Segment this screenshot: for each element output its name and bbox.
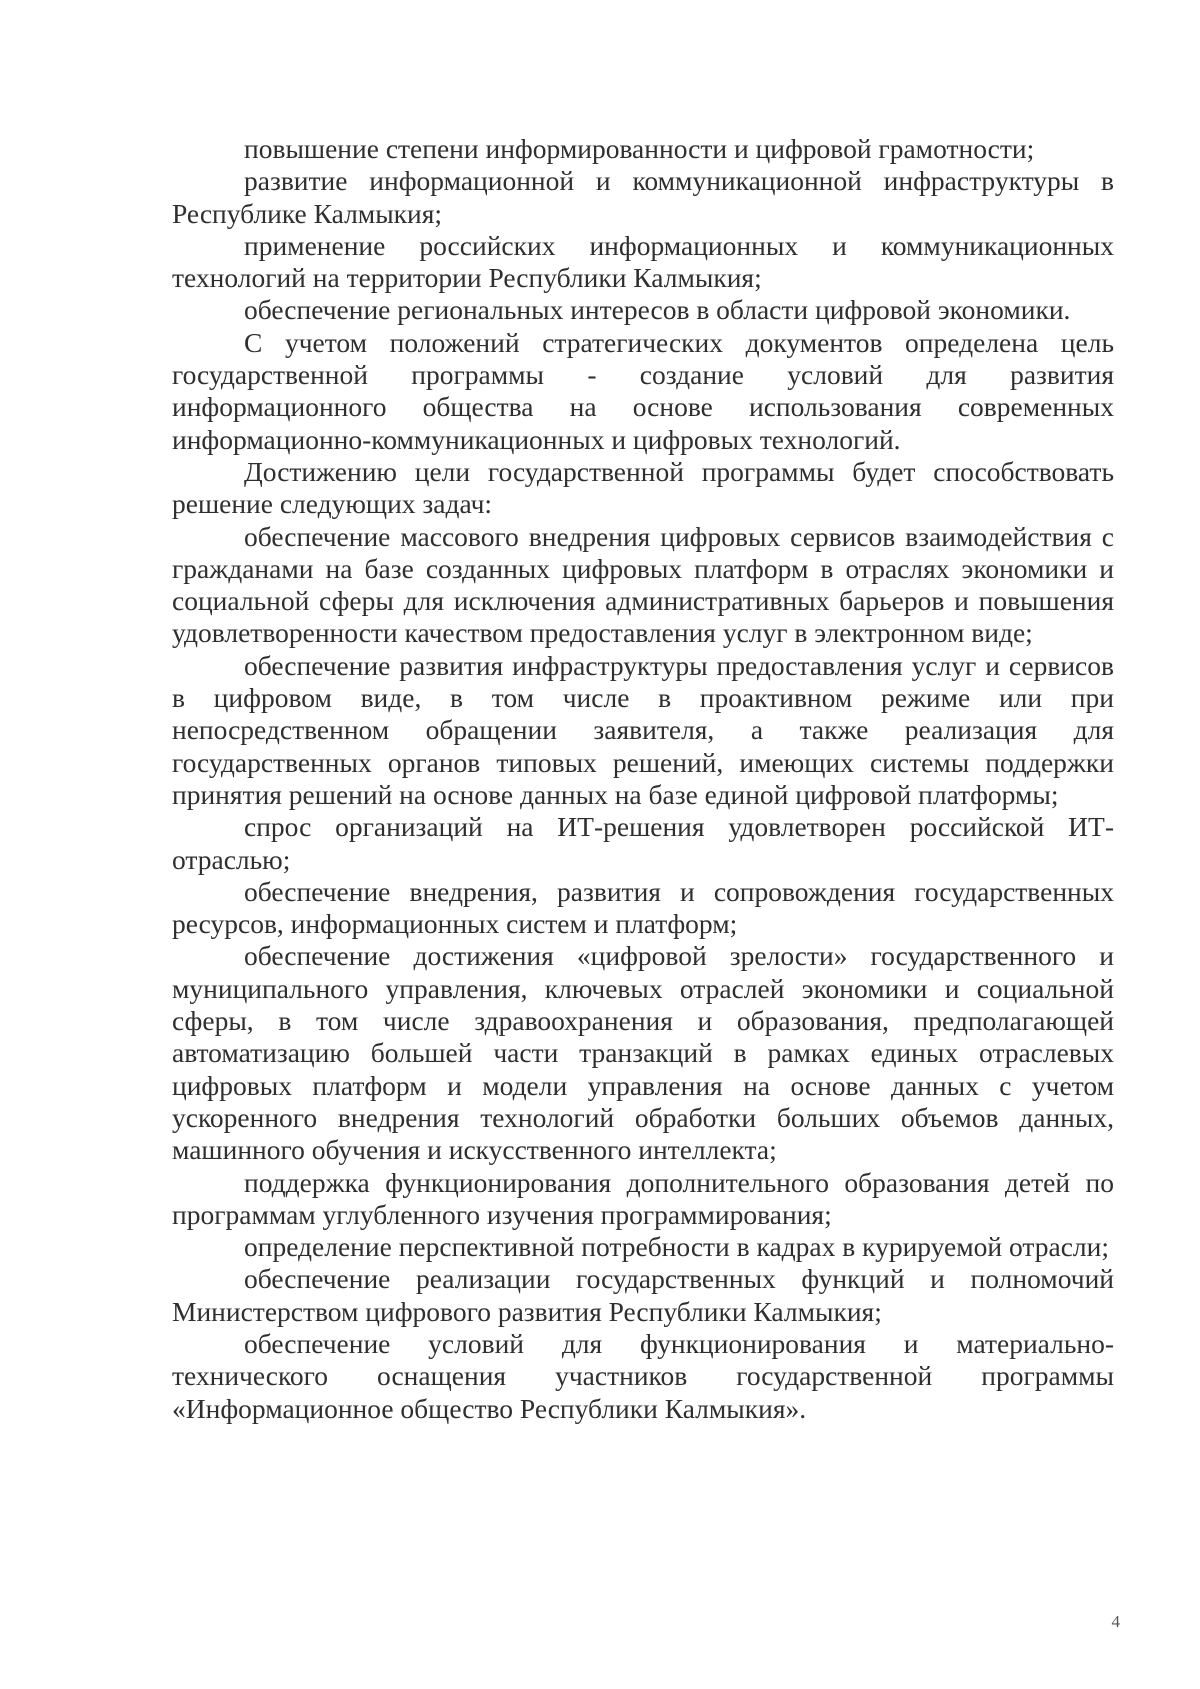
paragraph: применение российских информационных и коммуникационных технологий на территории Республики Калмыкия; [172,229,1114,294]
paragraph: обеспечение реализации государственных функций и полномочий Министерством цифрового развития Республики Калмыкия; [172,1263,1114,1327]
paragraph: обеспечение развития инфраструктуры предоставления услуг и сервисов в цифровом виде, в том числе в проактивном режиме или при непосредственном обращении заявителя, а также реализация для государственных органов типовых решений, имеющих системы поддержки принятия решений на основе данных на базе единой цифровой платформы; [172,649,1114,810]
paragraph: С учетом положений стратегических документов определена цель государственной программы - создание условий для развития информационного общества на основе использования современных информационно-коммуникационных и цифровых технологий. [172,326,1114,455]
paragraph: спрос организаций на ИТ-решения удовлетворен российской ИТ-отраслью; [172,811,1114,875]
paragraph: повышение степени информированности и цифровой грамотности; [244,133,1035,164]
paragraph: обеспечение региональных интересов в области цифровой экономики. [244,294,1071,326]
paragraph: обеспечение массового внедрения цифровых сервисов взаимодействия с гражданами на базе созданных цифровых платформ в отраслях экономики и социальной сферы для исключения административных барьеров и повышения удовлетворенности качеством предоставления услуг в электронном виде; [172,520,1114,649]
paragraph: обеспечение достижения «цифровой зрелости» государственного и муниципального управления, ключевых отраслей экономики и социальной сферы, в том числе здравоохранения и образования, предполагающей автоматизацию большей части транзакций в рамках единых отраслевых цифровых платформ и модели управления на основе данных с учетом ускоренного внедрения технологий обработки больших объемов данных, машинного обучения и искусственного интеллекта; [172,940,1114,1166]
page-number: 4 [1111,1612,1120,1631]
paragraph: определение перспективной потребности в кадрах в курируемой отрасли; [244,1231,1109,1263]
paragraph: обеспечение условий для функционирования и материально-технического оснащения участников государственной программы «Информационное общество Республики Калмыкия». [172,1327,1114,1424]
paragraph: Достижению цели государственной программы будет способствовать решение следующих задач: [172,455,1114,520]
paragraph: обеспечение внедрения, развития и сопровождения государственных ресурсов, информационных систем и платформ; [172,875,1114,940]
paragraph: развитие информационной и коммуникационной инфраструктуры в Республике Калмыкия; [172,165,1114,229]
document-body [172,133,1114,1425]
paragraph: поддержка функционирования дополнительного образования детей по программам углубленного изучения программирования; [172,1166,1114,1230]
